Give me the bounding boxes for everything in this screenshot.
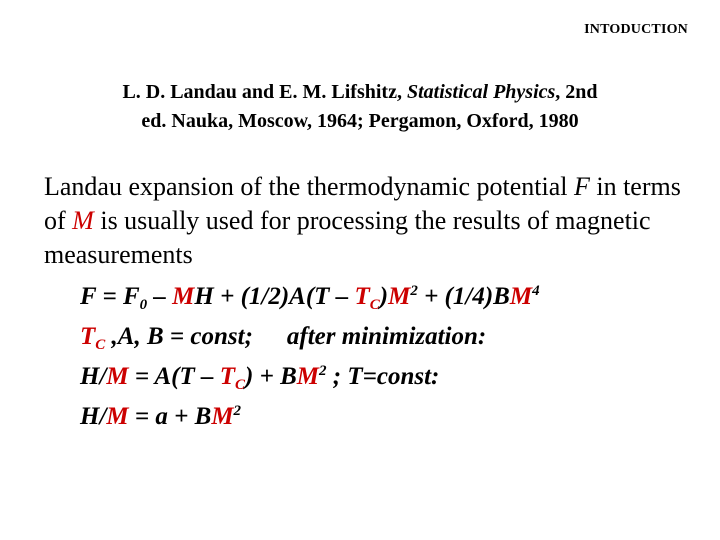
eq2-t: T xyxy=(80,323,96,350)
equation-constants xyxy=(80,323,486,351)
intro-symbol-m: M xyxy=(72,206,94,235)
eq3-t: T xyxy=(219,363,236,390)
reference-book-title: Statistical Physics xyxy=(406,81,556,103)
intro-symbol-f: F xyxy=(573,172,590,201)
eq2-part: ,A, B = const; xyxy=(105,323,253,350)
intro-text-1: Landau expansion of the thermodynamic potential xyxy=(44,172,574,201)
eq1-t-sub: C xyxy=(369,297,380,313)
eq1-sup: 2 xyxy=(410,283,418,299)
eq1-part: – xyxy=(147,283,173,310)
eq4-m: M xyxy=(211,403,234,430)
eq1-sup: 4 xyxy=(532,283,540,299)
eq1-part: + (1/4)B xyxy=(417,283,510,310)
eq1-part: F = F xyxy=(80,283,140,310)
eq3-m: M xyxy=(106,363,129,390)
eq1-m: M xyxy=(509,283,533,310)
reference-citation xyxy=(0,78,720,136)
eq4-part: H/ xyxy=(80,403,107,430)
eq3-part: H/ xyxy=(80,363,107,390)
eq2-part: after minimization: xyxy=(286,323,487,350)
slide-header: INTODUCTION xyxy=(584,22,688,37)
eq1-sub: 0 xyxy=(139,297,148,313)
reference-edition: , 2nd xyxy=(555,81,598,103)
eq1-part: ) xyxy=(379,283,389,310)
eq4-part: = a + B xyxy=(128,403,212,430)
eq4-m: M xyxy=(106,403,129,430)
eq3-t-sub: C xyxy=(235,377,246,393)
eq1-m: M xyxy=(172,283,195,310)
eq1-m: M xyxy=(388,283,411,310)
reference-publishers: ed. Nauka, Moscow, 1964; Pergamon, Oxford, 1980 xyxy=(141,110,579,132)
eq2-t-sub: C xyxy=(95,337,106,353)
intro-paragraph xyxy=(44,170,694,272)
eq1-t: T xyxy=(354,283,370,310)
intro-text-3: is usually used for processing the results of magnetic measurements xyxy=(44,206,651,269)
eq3-m: M xyxy=(296,363,320,390)
equation-landau-expansion xyxy=(80,283,540,311)
eq3-part: = A(T – xyxy=(128,363,220,390)
eq1-part: H + (1/2)A(T – xyxy=(194,283,355,310)
eq3-sup: 2 xyxy=(319,363,327,379)
equation-linear xyxy=(80,403,241,431)
eq4-sup: 2 xyxy=(233,403,242,419)
equation-arrott xyxy=(80,363,439,391)
reference-authors: L. D. Landau and E. M. Lifshitz, xyxy=(122,81,407,103)
eq3-part: ; T=const: xyxy=(326,363,440,390)
eq3-part: ) + B xyxy=(245,363,297,390)
intro-text-2: in terms of xyxy=(44,172,681,235)
